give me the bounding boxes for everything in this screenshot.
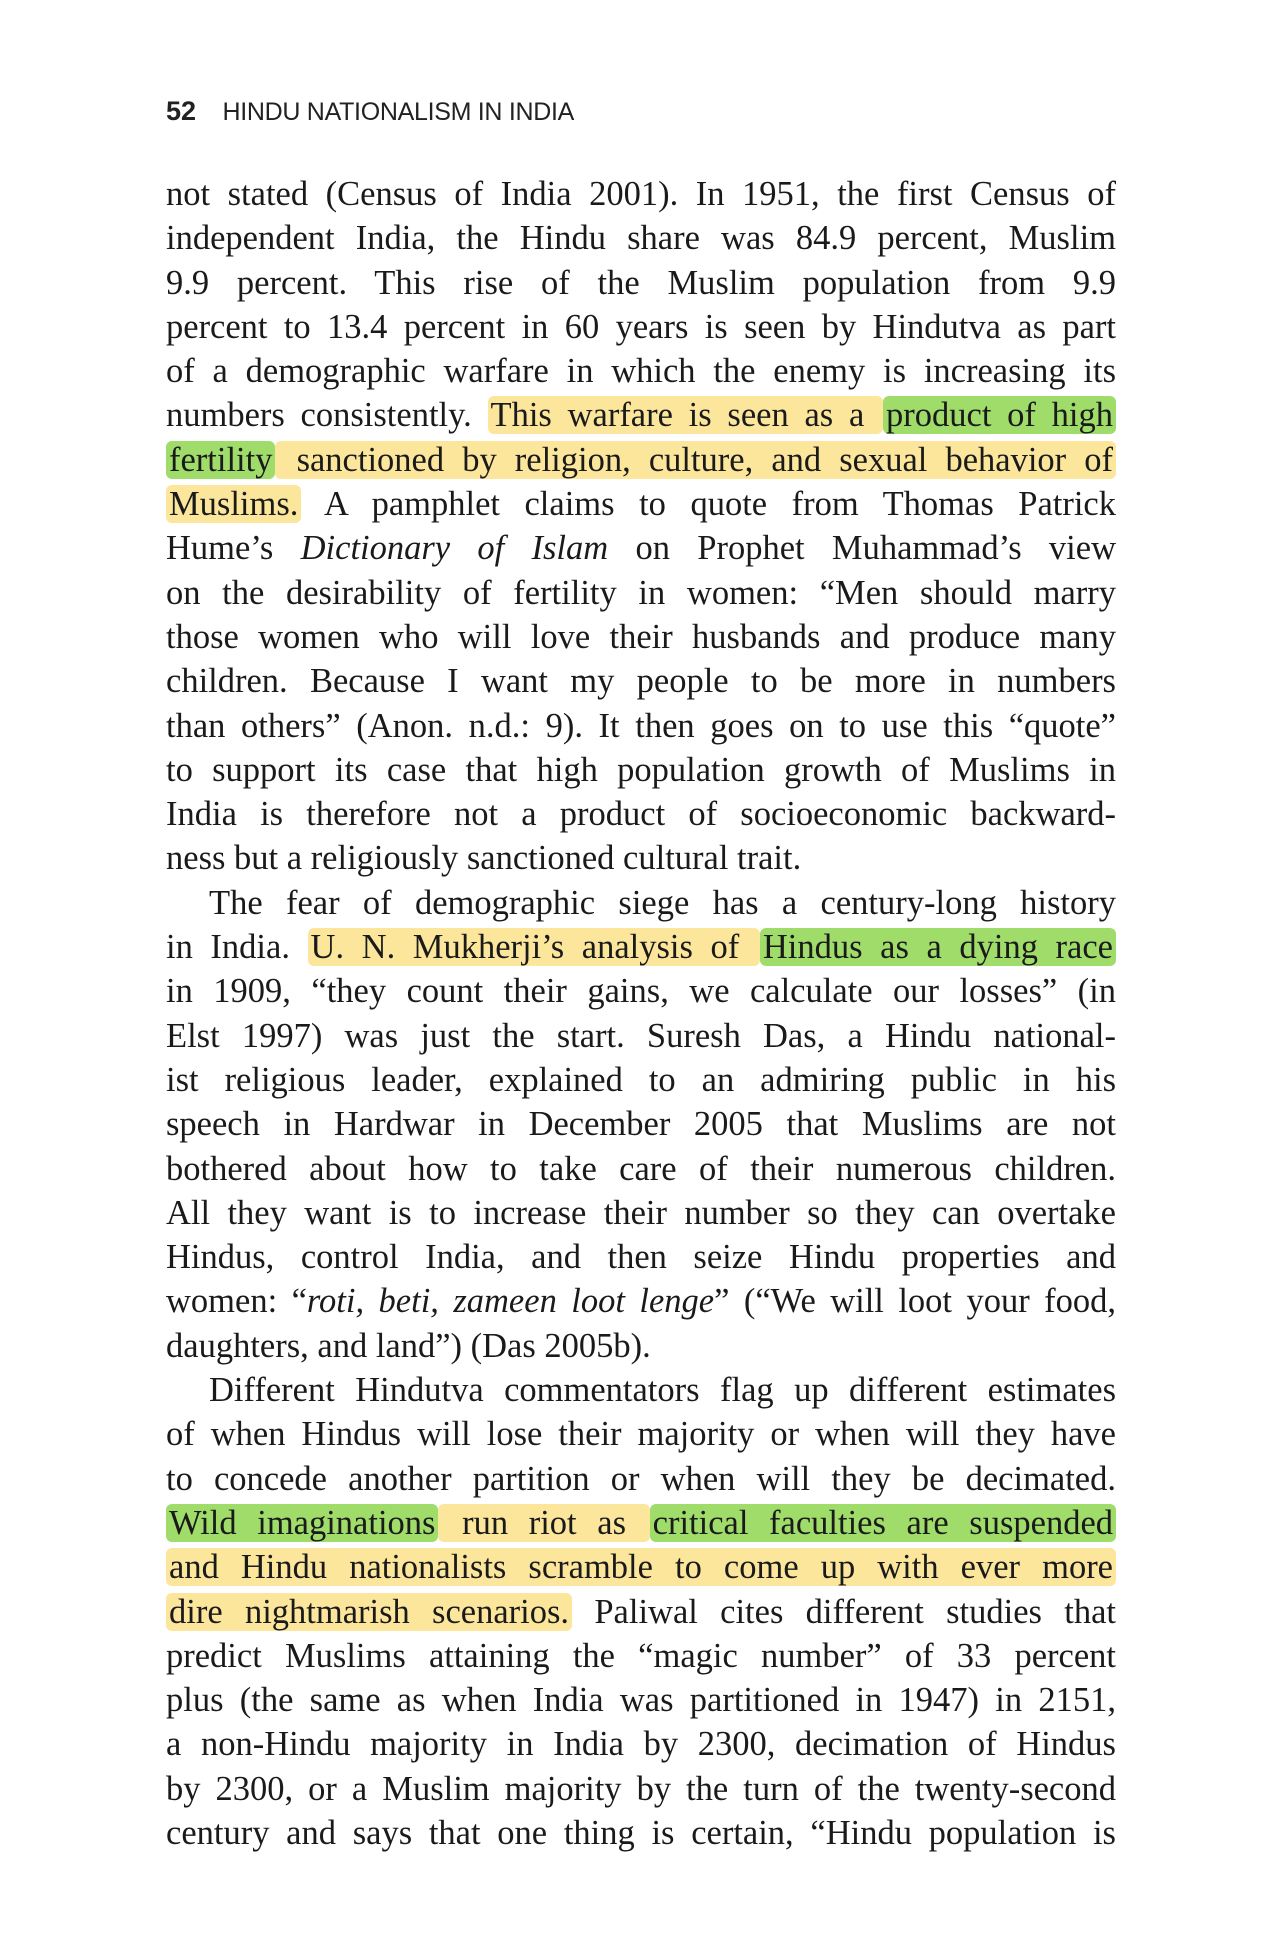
highlight-yellow: dire nightmarish scenarios. bbox=[166, 1593, 572, 1631]
text-line: by 2300, or a Muslim majority by the turn of the twenty-second bbox=[166, 1769, 1116, 1808]
text-line: dire nightmarish scenarios. Paliwal cites different studies that bbox=[166, 1590, 1116, 1634]
highlight-yellow: run riot as bbox=[438, 1504, 649, 1542]
text-line: All they want is to increase their number so they can overtake bbox=[166, 1193, 1116, 1232]
text-line: Different Hindutva commentators flag up different estimates bbox=[209, 1371, 1116, 1410]
text-line bbox=[166, 438, 1116, 482]
text-line: century and says that one thing is certain, “Hindu population is bbox=[166, 1813, 1116, 1852]
page-number: 52 bbox=[166, 96, 197, 126]
text-line: daughters, and land”) (Das 2005b). bbox=[166, 1326, 651, 1365]
highlight-yellow: Muslims. bbox=[166, 485, 301, 523]
text-line: than others” (Anon. n.d.: 9). It then goes on to use this “quote” bbox=[166, 706, 1116, 745]
text-line: Elst 1997) was just the start. Suresh Das, a Hindu national- bbox=[166, 1016, 1116, 1055]
text-line: to concede another partition or when will they be decimated. bbox=[166, 1459, 1116, 1498]
text-line: Hindus, control India, and then seize Hindu properties and bbox=[166, 1238, 1116, 1277]
text-line: plus (the same as when India was partitioned in 1947) in 2151, bbox=[166, 1681, 1116, 1720]
text-line: bothered about how to take care of their numerous children. bbox=[166, 1149, 1116, 1188]
text-line: 9.9 percent. This rise of the Muslim population from 9.9 bbox=[166, 263, 1116, 302]
text-line bbox=[166, 1545, 1116, 1589]
text-line: independent India, the Hindu share was 84.9 percent, Muslim bbox=[166, 219, 1116, 258]
text-line: women: “roti, beti, zameen loot lenge” (“We will loot your food, bbox=[166, 1282, 1116, 1321]
text-line: numbers consistently. This warfare is seen as a product of high bbox=[166, 393, 1116, 437]
highlight-yellow: and Hindu nationalists scramble to come up with ever more bbox=[166, 1548, 1116, 1586]
highlight-yellow: sanctioned by religion, culture, and sexual behavior of bbox=[275, 441, 1116, 479]
text-line: of a demographic warfare in which the enemy is increasing its bbox=[166, 352, 1116, 391]
text-line: to support its case that high population growth of Muslims in bbox=[166, 750, 1116, 789]
text-line: in India. U. N. Mukherji’s analysis of Hindus as a dying race bbox=[166, 925, 1116, 969]
running-header bbox=[166, 96, 574, 127]
text-line: not stated (Census of India 2001). In 1951, the first Census of bbox=[166, 175, 1116, 213]
text-line: ness but a religiously sanctioned cultural trait. bbox=[166, 839, 802, 878]
text-line: children. Because I want my people to be more in numbers bbox=[166, 662, 1116, 701]
text-line: on the desirability of fertility in women: “Men should marry bbox=[166, 573, 1116, 612]
text-line: ist religious leader, explained to an admiring public in his bbox=[166, 1060, 1116, 1099]
text-line: in 1909, “they count their gains, we calculate our losses” (in bbox=[166, 972, 1116, 1011]
highlight-green: Hindus as a dying race bbox=[760, 928, 1116, 966]
text-line: Muslims. A pamphlet claims to quote from Thomas Patrick bbox=[166, 482, 1116, 526]
text-line: of when Hindus will lose their majority or when will they have bbox=[166, 1415, 1116, 1454]
highlight-green: product of high bbox=[883, 396, 1116, 434]
text-line: predict Muslims attaining the “magic number” of 33 percent bbox=[166, 1636, 1116, 1675]
text-line: percent to 13.4 percent in 60 years is seen by Hindutva as part bbox=[166, 307, 1116, 346]
highlight-yellow: U. N. Mukherji’s analysis of bbox=[308, 928, 760, 966]
body-text bbox=[166, 172, 1116, 1855]
highlight-green: Wild imaginations bbox=[166, 1504, 438, 1542]
highlight-green: critical faculties are suspended bbox=[650, 1504, 1116, 1542]
highlight-green: fertility bbox=[166, 441, 275, 479]
text-line: a non-Hindu majority in India by 2300, decimation of Hindus bbox=[166, 1725, 1116, 1764]
running-title: HINDU NATIONALISM IN INDIA bbox=[222, 98, 574, 126]
italic-phrase: roti, beti, zameen loot lenge bbox=[306, 1282, 715, 1321]
highlight-yellow: This warfare is seen as a bbox=[488, 396, 884, 434]
text-line: speech in Hardwar in December 2005 that Muslims are not bbox=[166, 1105, 1116, 1144]
text-line: Hume’s Dictionary of Islam on Prophet Muhammad’s view bbox=[166, 529, 1116, 568]
text-line bbox=[166, 1501, 1116, 1545]
text-line: India is therefore not a product of socioeconomic backward- bbox=[166, 795, 1116, 834]
text-line: those women who will love their husbands and produce many bbox=[166, 617, 1116, 656]
italic-title: Dictionary of Islam bbox=[300, 529, 609, 568]
text-line: The fear of demographic siege has a century-long history bbox=[209, 883, 1116, 922]
